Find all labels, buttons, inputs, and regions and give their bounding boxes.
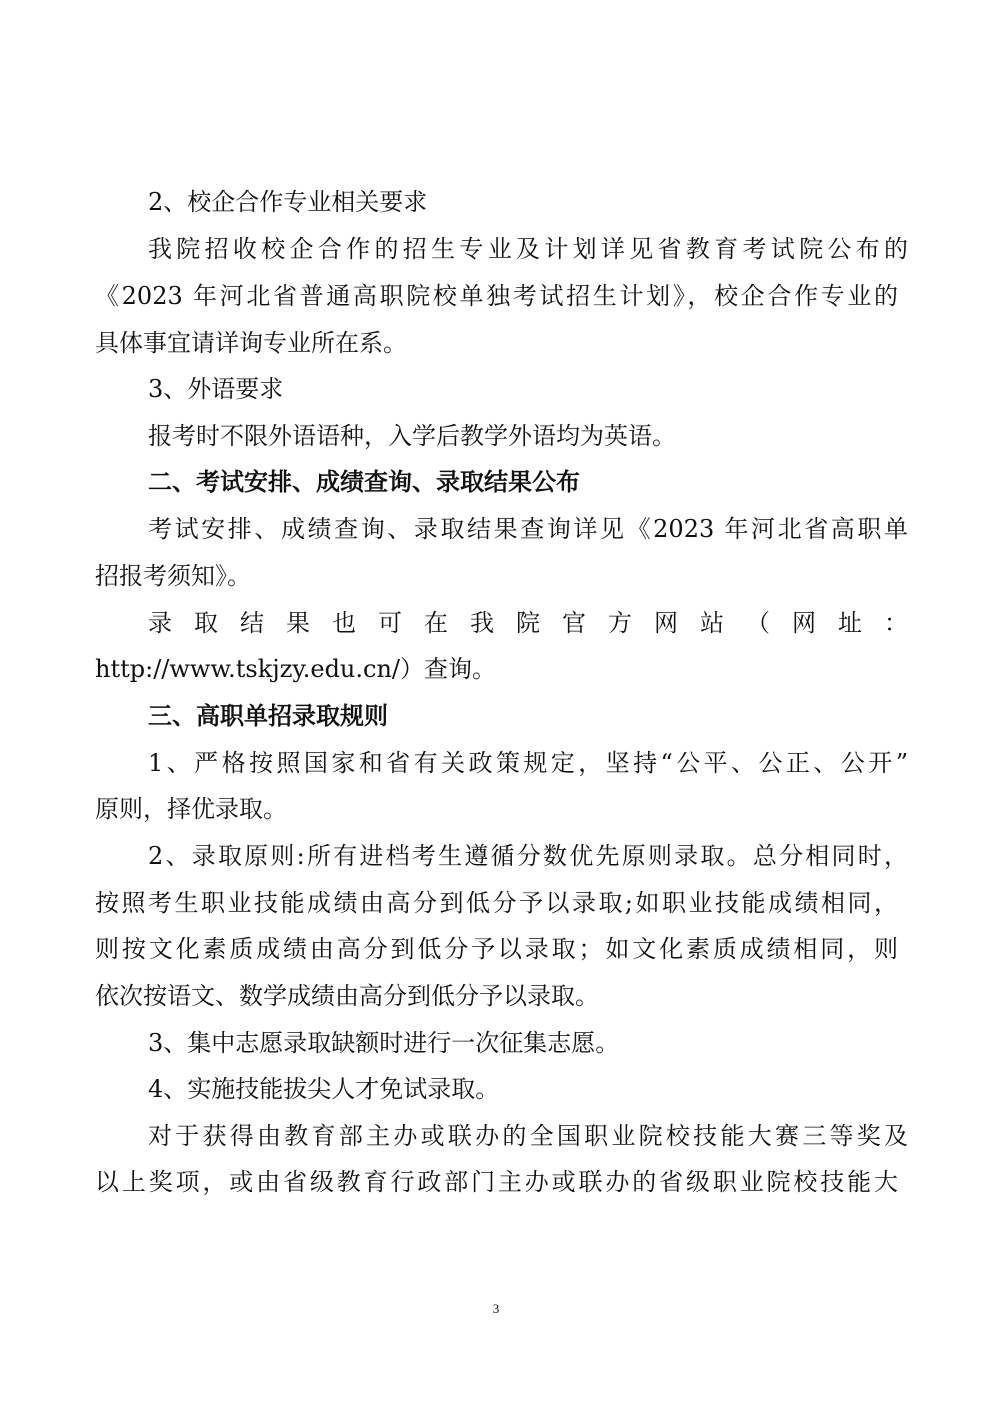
paragraph-line: 《2023 年河北省普通高职院校单独考试招生计划》，校企合作专业的 — [95, 282, 898, 310]
page-number: 3 — [492, 1301, 500, 1316]
paragraph-line: 以上奖项，或由省级教育行政部门主办或联办的省级职业院校技能大 — [95, 1168, 898, 1196]
paragraph-line-url: http://www.tskjzy.edu.cn/）查询。 — [95, 655, 497, 683]
rule-line: 1、严格按照国家和省有关政策规定，坚持“公平、公正、公开” — [148, 749, 908, 777]
rule-line: 3、集中志愿录取缺额时进行一次征集志愿。 — [148, 1029, 620, 1057]
rule-line: 原则，择优录取。 — [95, 795, 287, 823]
paragraph-line: 我院招收校企合作的招生专业及计划详见省教育考试院公布的 — [148, 235, 908, 263]
section-heading-admission-rules: 三、高职单招录取规则 — [148, 701, 388, 730]
subsection-heading-school-enterprise: 2、校企合作专业相关要求 — [148, 188, 428, 216]
paragraph-line: 具体事宜请详询专业所在系。 — [95, 329, 407, 357]
paragraph-line: 招报考须知》。 — [95, 562, 251, 590]
paragraph-line: 录 取 结 果 也 可 在 我 院 官 方 网 站 （ 网 址 ： — [148, 609, 908, 637]
rule-line: 4、实施技能拔尖人才免试录取。 — [148, 1075, 500, 1103]
rule-line: 依次按语文、数学成绩由高分到低分予以录取。 — [95, 982, 599, 1010]
paragraph-line: 报考时不限外语语种，入学后教学外语均为英语。 — [148, 422, 676, 450]
paragraph-line: 对于获得由教育部主办或联办的全国职业院校技能大赛三等奖及 — [148, 1122, 908, 1150]
rule-line: 则按文化素质成绩由高分到低分予以录取；如文化素质成绩相同，则 — [95, 935, 898, 963]
section-heading-exam-arrangement: 二、考试安排、成绩查询、录取结果公布 — [148, 467, 580, 496]
paragraph-line: 考试安排、成绩查询、录取结果查询详见《2023 年河北省高职单 — [148, 515, 908, 543]
rule-line: 2、录取原则:所有进档考生遵循分数优先原则录取。总分相同时， — [148, 842, 908, 870]
subsection-heading-foreign-language: 3、外语要求 — [148, 375, 284, 403]
rule-line: 按照考生职业技能成绩由高分到低分予以录取;如职业技能成绩相同， — [95, 889, 898, 917]
